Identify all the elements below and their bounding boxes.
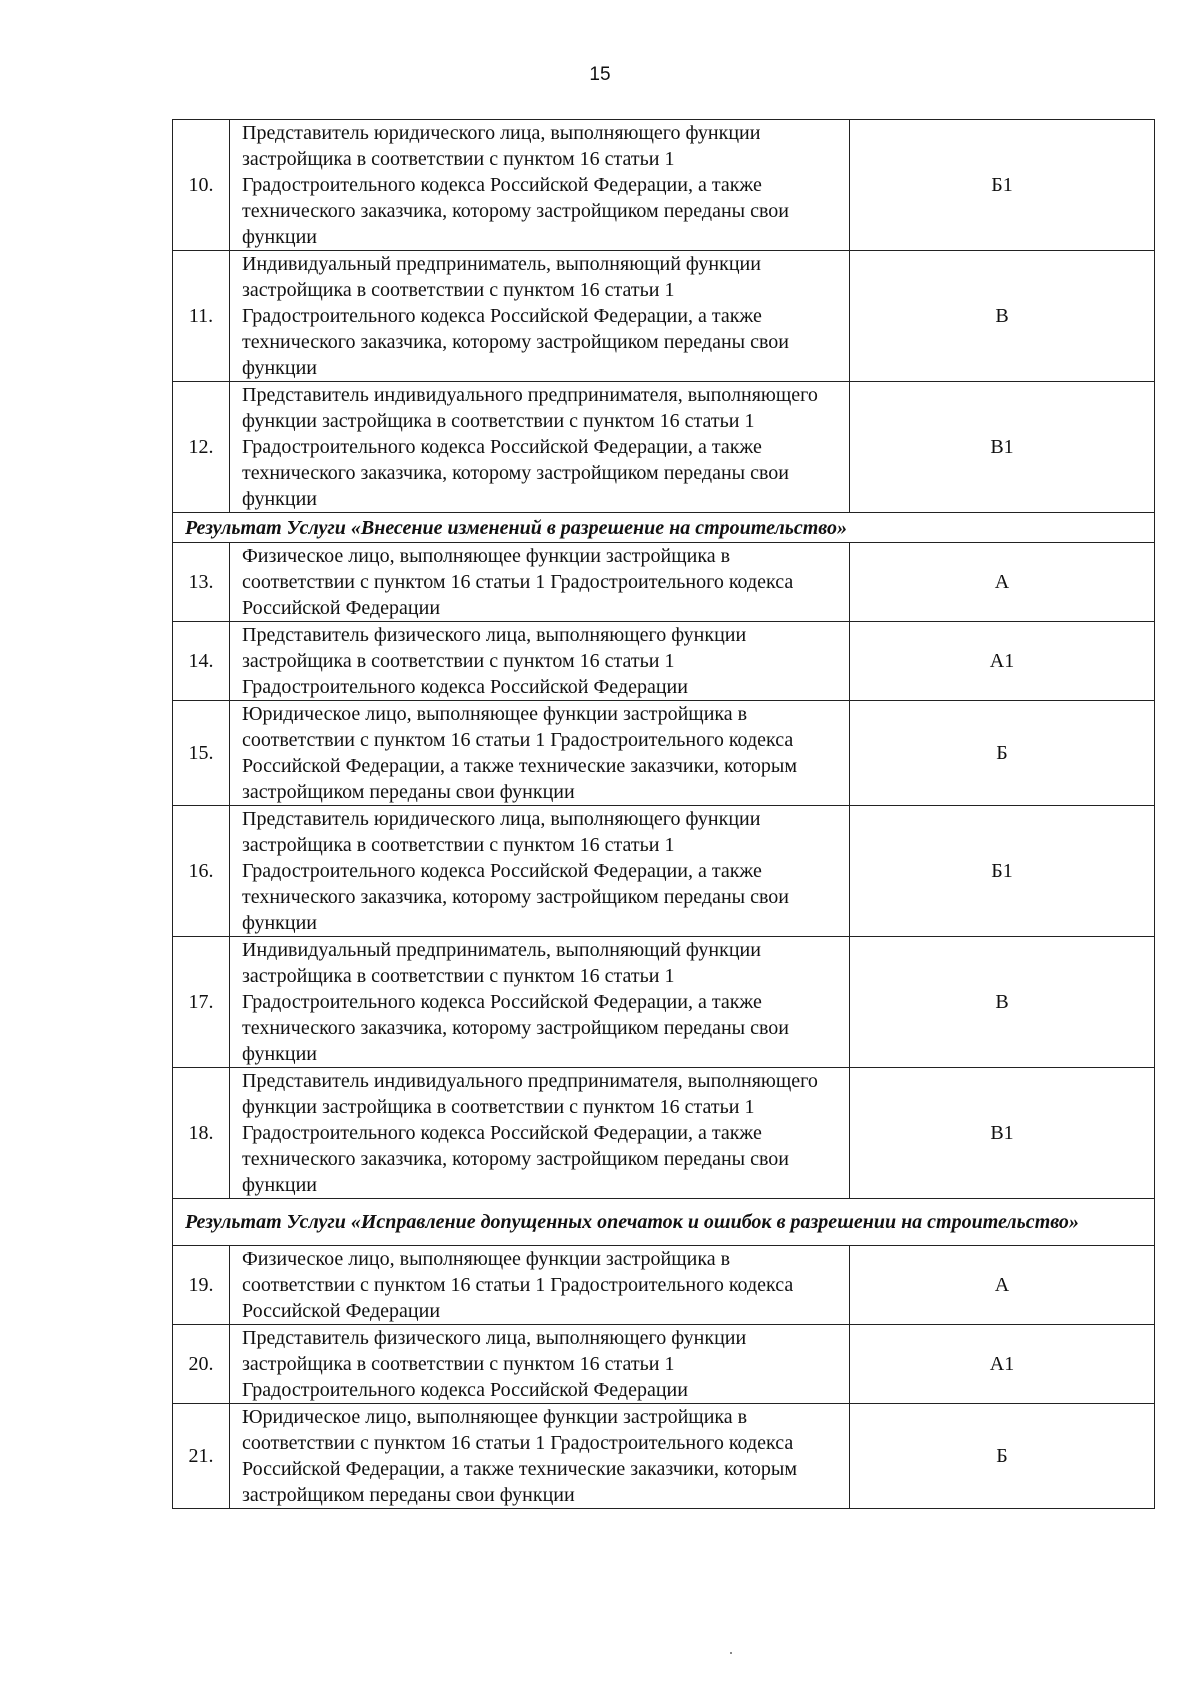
table-row xyxy=(173,622,1155,701)
section-title: Результат Услуги «Внесение изменений в разрешение на строительство» xyxy=(173,513,1155,543)
table-row xyxy=(173,937,1155,1068)
applicant-category-code: А1 xyxy=(850,1325,1155,1404)
applicant-category-code: Б xyxy=(850,1404,1155,1509)
row-number: 14. xyxy=(173,622,230,701)
section-header-row xyxy=(173,1199,1155,1246)
applicant-description: Представитель физического лица, выполняющего функции застройщика в соответствии с пунктом 16 статьи 1 Градостроительного кодекса Российской Федерации xyxy=(230,622,850,701)
table-row xyxy=(173,251,1155,382)
row-number: 16. xyxy=(173,806,230,937)
applicant-description: Юридическое лицо, выполняющее функции застройщика в соответствии с пунктом 16 статьи 1 Градостроительного кодекса Российской Федерации, а также технические заказчики, которым застройщиком переданы свои функции xyxy=(230,1404,850,1509)
applicant-category-code: В1 xyxy=(850,382,1155,513)
row-number: 10. xyxy=(173,120,230,251)
applicant-description: Представитель юридического лица, выполняющего функции застройщика в соответствии с пунктом 16 статьи 1 Градостроительного кодекса Российской Федерации, а также технического заказчика, которому застройщиком переданы свои функции xyxy=(230,120,850,251)
applicant-category-code: А xyxy=(850,1246,1155,1325)
applicant-category-code: В xyxy=(850,251,1155,382)
row-number: 12. xyxy=(173,382,230,513)
table-row xyxy=(173,1404,1155,1509)
applicant-description: Индивидуальный предприниматель, выполняющий функции застройщика в соответствии с пунктом 16 статьи 1 Градостроительного кодекса Российской Федерации, а также технического заказчика, которому застройщиком переданы свои функции xyxy=(230,937,850,1068)
applicants-table xyxy=(172,119,1155,1509)
applicant-category-code: В1 xyxy=(850,1068,1155,1199)
row-number: 11. xyxy=(173,251,230,382)
applicant-description: Представитель физического лица, выполняющего функции застройщика в соответствии с пунктом 16 статьи 1 Градостроительного кодекса Российской Федерации xyxy=(230,1325,850,1404)
row-number: 19. xyxy=(173,1246,230,1325)
applicant-category-code: А xyxy=(850,543,1155,622)
row-number: 15. xyxy=(173,701,230,806)
table-row xyxy=(173,806,1155,937)
applicants-table-body xyxy=(173,120,1155,1509)
applicant-category-code: Б1 xyxy=(850,806,1155,937)
applicant-description: Представитель юридического лица, выполняющего функции застройщика в соответствии с пунктом 16 статьи 1 Градостроительного кодекса Российской Федерации, а также технического заказчика, которому застройщиком переданы свои функции xyxy=(230,806,850,937)
applicant-category-code: А1 xyxy=(850,622,1155,701)
table-row xyxy=(173,1325,1155,1404)
table-row xyxy=(173,701,1155,806)
row-number: 13. xyxy=(173,543,230,622)
row-number: 20. xyxy=(173,1325,230,1404)
applicant-category-code: Б1 xyxy=(850,120,1155,251)
table-row xyxy=(173,543,1155,622)
applicant-description: Физическое лицо, выполняющее функции застройщика в соответствии с пунктом 16 статьи 1 Градостроительного кодекса Российской Федерации xyxy=(230,543,850,622)
applicant-description: Физическое лицо, выполняющее функции застройщика в соответствии с пунктом 16 статьи 1 Градостроительного кодекса Российской Федерации xyxy=(230,1246,850,1325)
page-number: 15 xyxy=(589,64,611,85)
row-number: 17. xyxy=(173,937,230,1068)
applicant-category-code: В xyxy=(850,937,1155,1068)
applicant-description: Индивидуальный предприниматель, выполняющий функции застройщика в соответствии с пунктом 16 статьи 1 Градостроительного кодекса Российской Федерации, а также технического заказчика, которому застройщиком переданы свои функции xyxy=(230,251,850,382)
section-header-row xyxy=(173,513,1155,543)
scan-speck xyxy=(730,1652,732,1654)
table-row xyxy=(173,382,1155,513)
applicant-category-code: Б xyxy=(850,701,1155,806)
applicant-description: Представитель индивидуального предпринимателя, выполняющего функции застройщика в соответствии с пунктом 16 статьи 1 Градостроительного кодекса Российской Федерации, а также технического заказчика, которому застройщиком переданы свои функции xyxy=(230,1068,850,1199)
applicant-description: Представитель индивидуального предпринимателя, выполняющего функции застройщика в соответствии с пунктом 16 статьи 1 Градостроительного кодекса Российской Федерации, а также технического заказчика, которому застройщиком переданы свои функции xyxy=(230,382,850,513)
row-number: 21. xyxy=(173,1404,230,1509)
table-row xyxy=(173,1246,1155,1325)
applicant-description: Юридическое лицо, выполняющее функции застройщика в соответствии с пунктом 16 статьи 1 Градостроительного кодекса Российской Федерации, а также технические заказчики, которым застройщиком переданы свои функции xyxy=(230,701,850,806)
section-title: Результат Услуги «Исправление допущенных опечаток и ошибок в разрешении на строительство» xyxy=(173,1199,1155,1246)
table-row xyxy=(173,120,1155,251)
row-number: 18. xyxy=(173,1068,230,1199)
table-row xyxy=(173,1068,1155,1199)
